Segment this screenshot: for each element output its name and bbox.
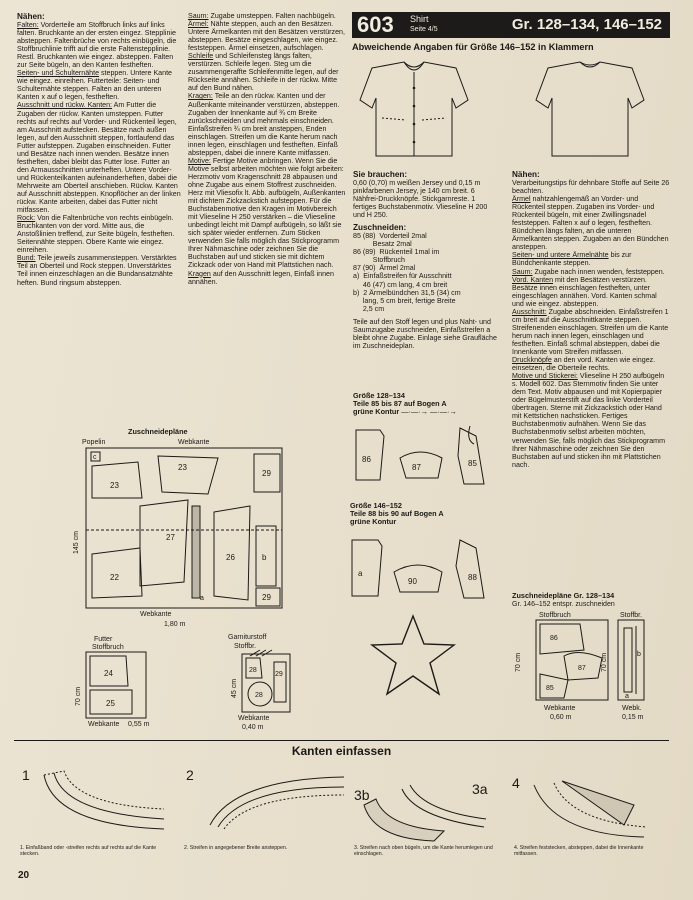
col2-paragraph-0: Saum: Zugabe umsteppen. Falten nachbügeln. <box>188 12 336 20</box>
garnitur-stoffbr: Stoffbr. <box>234 643 257 650</box>
piece-85: 85 <box>546 685 554 692</box>
col4-paragraph-1: Ärmel nahtzahlengemäß an Vorder- und Rückenteil steppen. Zugaben ins Vorder- und Rückenteil bügeln, mit einer Zwillingsnadel feststeppen. Falten x auf o legen, festheften. Bündchen längs falten, an die unteren Ärmelkanten steppen. Zugaben an den Bündchen ansteppen. <box>512 195 669 252</box>
piece-a: a <box>625 693 629 700</box>
piece-23b: 23 <box>110 481 119 490</box>
col4-paragraph-7: Motive und Stickerei: Vlieseline H 250 aufbügeln s. Modell 602. Das Sternmotiv finden Sie unter dem Text. Motiv abpausen und mit Kopierpapier oder Bügelmusterstift auf das linke Vorderteil übertragen. Sterne mit Zickzackstich oder Hand mit Kettstichen nachsticken. Fertiges Buchstabenmotiv aufnähen. Wenn Sie das Buchstabenmotiv selbst arbeiten möchten, verwenden Sie, falls möglich das Stickprogramm Ihrer Nähmaschine oder zeichnen Sie den Buchstaben auf und sticken ihn mit Plattstichen nach. <box>512 372 665 469</box>
col1-paragraph-0: Falten: Vorderteile am Stoffbruch links auf links falten. Bruchkante an der ersten eingez. Stepplinie absteppen. Faltenbrüche von rechts einbügeln, die Stoffbruchlinie trifft auf die erste Faltenstepplinie. Restl. Bruchkanten wie eingez. absteppen. Falten zur Seite bügeln, an den Kanten festheften. <box>17 21 177 70</box>
size-2-title: Größe 146–152 <box>350 501 402 510</box>
caption-4: 4. Streifen feststecken, absteppen, dabei die Innenkante mitfassen. <box>514 845 644 857</box>
garnitur-width: 0,40 m <box>242 724 264 731</box>
piece-86-label: 86 <box>362 455 371 464</box>
kanten-einfassen-section <box>14 740 669 861</box>
cut-item: a) Einfaßstreifen für Ausschnitt <box>353 272 452 281</box>
piece-22: 22 <box>110 573 119 582</box>
col4-lead-5: Ausschnitt: <box>512 307 547 316</box>
height-label-2: 70 cm <box>601 652 608 672</box>
col1-paragraph-4: Bund: Teile jeweils zusammensteppen. Verstärktes Teil an Oberteil und Rock steppen. Unverstärktes Teil innen einzeschlagen an die Bundansatznähte heften. Bund ringsum absteppen. <box>17 254 177 287</box>
col2-paragraph-2: Schleife und Schleifensteg längs falten, verstürzen. Schleife legen. Steg um die zusammengeraffte Schleifenmitte legen, auf der Rückseite annähen. Schleife in der rückw. Mitte auf den Bund nähen. <box>188 52 339 93</box>
cut-item: 46 (47) cm lang, 4 cm breit <box>353 280 448 289</box>
col2-lead-4: Motive: <box>188 156 211 165</box>
caption-2: 2. Streifen in angegebener Breite ansteppen. <box>184 845 288 851</box>
cutting-list <box>353 232 500 312</box>
piece-25: 25 <box>106 699 115 708</box>
cutting-plan-popelin <box>58 436 298 636</box>
col4-lead-6: Druckknöpfe <box>512 356 552 365</box>
model-kind: Shirt <box>410 14 429 24</box>
piece-85-label: 85 <box>468 459 477 468</box>
sewing-heading: Nähen: <box>17 12 45 21</box>
step-2-number: 2 <box>186 767 194 783</box>
star-motif <box>368 612 458 700</box>
piece-b: b <box>637 651 641 658</box>
size-1-sheet: Teile 85 bis 87 auf Bogen A <box>353 399 447 409</box>
piece-29c: 29 <box>275 671 283 678</box>
piece-29a: 29 <box>262 469 271 478</box>
caption-3: 3. Streifen nach oben bügeln, um die Kante herumlegen und einschlagen. <box>354 845 493 857</box>
col4-lead-1: Ärmel <box>512 195 531 204</box>
cut-item: lang, 5 cm breit, fertige Breite <box>353 296 456 305</box>
size-2-contour: grüne Kontur <box>350 517 397 527</box>
piece-28b: 28 <box>255 692 263 699</box>
model-pages: Seite 4/5 <box>410 26 438 33</box>
materials-heading: Sie brauchen: <box>353 170 408 179</box>
col2-paragraph-1: Ärmel: Nähte steppen, auch an den Besätzen. Untere Ärmelkanten mit den Besätzen verstürzen, absteppen. Besätze eingeschlagen, wie eingez. feststeppen. Ärmel einsetzen, aufschlagen. <box>188 20 345 53</box>
col4-paragraph-3: Saum: Zugabe nach innen wenden, feststeppen. <box>512 267 665 276</box>
cutting-plan-left-title: Zuschneidepläne <box>128 427 188 436</box>
piece-88-label: 88 <box>468 573 477 582</box>
size-2-sheet: Teile 88 bis 90 auf Bogen A <box>350 509 444 519</box>
cut-item: 85 (88) Vorderteil 2mal <box>353 232 427 241</box>
size-note: Abweichende Angaben für Größe 146–152 in Klammern <box>352 42 594 52</box>
col2-lead-0: Saum: <box>188 12 209 20</box>
piece-89-label: a <box>358 569 363 578</box>
cutting-plan-futter <box>72 634 172 734</box>
stoffbruch-label: Stoffbruch <box>539 612 571 619</box>
width-popelin: 1,80 m <box>164 621 186 628</box>
col2-paragraph-3: Kragen: Teile an den rückw. Kanten und der Außenkante miteinander verstürzen, absteppen. Zugaben der Innenkante auf ¾ cm Breite zurückschneiden und mehrmals einschneiden. Einfaßstreifen ¾ cm breit ansteppen, Enden einschlagen. Streifen um die Kante herum nach innen legen, einschlagen und festheften. Einfaß absteppen, dabei die innere Kante mitfassen. <box>188 92 340 157</box>
col4-lead-2: Seiten- und untere Ärmelnähte <box>512 251 609 260</box>
size-1-block <box>353 392 503 417</box>
piece-86: 86 <box>550 635 558 642</box>
col1-paragraph-2: Ausschnitt und rückw. Kanten: Am Futter die Zugaben der rückw. Kanten umsteppen. Futter rechts auf rechts auf Vorder- und Rückenteil legen, am Ausschnitt aufstecken. Besätze nach außen legen, auf den Ausschnitt steppen, fortlaufend das Futter aufsteppen. Zugaben einschneiden. Futter und Besätze nach innen wenden. Besätze innen festheften, dabei bleibt das Futter lose. Futter an den Armausschnitten unterheften. Untere Vorder- und Rückenteilkanten aufeinanderheften, dabei die Mehrweite am Oberteil anschieben. Rückw. Kanten auf Ausschnitt absteppen. Knopflöcher an der linken rückw. Kante arbeiten, dabei das Futter nicht mitfassen. <box>17 101 181 215</box>
cutting-plan-right-sub: Gr. 146–152 entspr. zuschneiden <box>512 601 615 608</box>
piece-87: 87 <box>578 665 586 672</box>
col1-lead-3: Rock: <box>17 214 36 223</box>
cutting-plan-garnitur <box>216 632 296 732</box>
col4-paragraph-6: Druckknöpfe an den vord. Kanten wie eingez. einsetzen, die Oberteile rechts. <box>512 356 656 373</box>
height-popelin: 145 cm <box>73 531 80 554</box>
col2-paragraph-5: Kragen auf den Ausschnitt legen, Einfaß innen annähen. <box>188 269 334 286</box>
cutting-heading: Zuschneiden: <box>353 223 407 233</box>
col4-paragraph-5: Ausschnitt: Zugabe abschneiden. Einfaßstreifen 1 cm breit auf die Ausschnittkante steppen. Streifenenden einschlagen. Streifen um die Kante herum nach innen legen, einschlagen und festheften. Einfaß schmal absteppen, dabei die Innenkante vom Streifen mitfassen. <box>512 307 669 356</box>
piece-23a: 23 <box>178 463 187 472</box>
size-1-contour: grüne Kontur —·—·→ —·—·→ <box>353 407 457 417</box>
col2-lead-1: Ärmel: <box>188 20 209 29</box>
piece-28: 28 <box>249 667 257 674</box>
col4-paragraph-4: Vord. Kanten mit den Besätzen verstürzen. Besätze innen einschlagen festheften, unter eingeschlagen annähen. Vord. Kanten schmal und wie eingez. absteppen. <box>512 275 657 308</box>
piece-b-left: b <box>262 553 267 562</box>
materials-column <box>353 170 500 350</box>
col1-paragraph-3: Rock: Von die Faltenbrüche von rechts einbügeln. Bruchkanten von der vord. Mitte aus, die Anstoßlinien treffend, zur Seite bügeln, festheften. Seitennähte steppen. Obere Kante wie eingez. einreihen. <box>17 214 175 255</box>
col1-lead-4: Bund: <box>17 254 36 263</box>
step-1-number: 1 <box>22 767 30 783</box>
piece-26: 26 <box>226 553 235 562</box>
sewing-instructions-column-1 <box>17 12 182 287</box>
sewing-heading-2: Nähen: <box>512 170 540 179</box>
futter-webkante: Webkante <box>88 721 120 728</box>
garnitur-label: Garniturstoff <box>228 634 267 641</box>
col1-lead-0: Falten: <box>17 21 39 29</box>
size-2-block <box>350 502 500 527</box>
piece-a-left: a <box>200 595 204 602</box>
col2-paragraph-4: Motive: Fertige Motive anbringen. Wenn Sie die Motive selbst arbeiten möchten wie folgt arbeiten: Herzmotiv vom Kragenschnitt 28 abpausen und ohne Zugabe aus einem Stoffrest zuschneiden. Herz mit Vliesofix lt. Abb. aufbügeln, Außenkanten mit dichtem Zickzackstich aufsteppen. Für die Buchstabenmotive den Kragen im Motivbereich mit Vlieseline H 250 verstärken – die Vlieseline unbedingt leicht mit Dampf aufbügeln, so läßt sie sich später wieder entfernen. Zum Sticken verwenden Sie falls möglich das Stickprogramm Ihrer Nähmaschine oder zeichnen Sie die Buchstaben auf und sticken sie mit dichtem Zickzack oder von Hand mit Plattstichen nach. <box>188 156 346 270</box>
cut-item: Besatz 2mal <box>353 240 412 249</box>
stoffbr-label: Stoffbr. <box>620 612 643 619</box>
caption-1: 1. Einfaßband oder -streifen rechts auf rechts auf die Kante stecken. <box>20 845 157 857</box>
piece-24: 24 <box>104 669 113 678</box>
webkante-bottom: Webkante <box>140 611 172 618</box>
futter-height: 70 cm <box>75 686 82 706</box>
piece-c: c <box>93 454 97 461</box>
garnitur-height: 45 cm <box>231 678 238 698</box>
col4-paragraph-0: Verarbeitungstips für dehnbare Stoffe auf Seite 26 beachten. <box>512 179 670 196</box>
col4-lead-4: Vord. Kanten <box>512 275 554 284</box>
col4-paragraph-2: Seiten- und untere Ärmelnähte bis zur Bündchenkante steppen. <box>512 251 632 268</box>
webkante-label: Webkante <box>544 705 576 712</box>
futter-label: Futter <box>94 636 113 643</box>
piece-87-label: 87 <box>412 463 421 472</box>
step-3a-number: 3a <box>472 781 488 797</box>
col2-lead-2: Schleife <box>188 52 214 61</box>
cut-item: b) 2 Ärmelbündchen 31,5 (34) cm <box>353 288 461 297</box>
section-title: Kanten einfassen <box>291 744 392 758</box>
pattern-pieces-size-1 <box>350 420 500 498</box>
cutting-plan-right <box>506 610 671 720</box>
col1-lead-1: Seiten- und Schulternähte <box>17 69 100 78</box>
webkante-top: Webkante <box>178 439 210 446</box>
step-3b-number: 3b <box>354 787 370 803</box>
cut-item: 86 (89) Rückenteil 1mal im <box>353 248 440 257</box>
col1-paragraph-1: Seiten- und Schulternähte steppen. Untere Kante wie eingez. einreihen. Futterteile: Seiten- und Schulternähte steppen. Falten an den unteren Kanten x auf o legen, festheften. <box>17 69 172 102</box>
cutting-plan-right-title: Zuschneidepläne Gr. 128–134 <box>512 591 615 600</box>
model-sizes: Gr. 128–134, 146–152 <box>511 16 662 33</box>
size-1-title: Größe 128–134 <box>353 391 405 400</box>
sewing-instructions-column-4 <box>512 170 670 469</box>
width-label-2: 0,15 m <box>622 714 644 720</box>
piece-27: 27 <box>166 533 175 542</box>
col4-lead-3: Saum: <box>512 267 533 276</box>
webk-label: Webk. <box>622 705 642 712</box>
model-header-bar <box>352 12 670 38</box>
step-illustrations <box>14 765 669 845</box>
pattern-pieces-size-2 <box>346 532 502 610</box>
futter-width: 0,55 m <box>128 721 150 728</box>
col1-lead-2: Ausschnitt und rückw. Kanten: <box>17 101 113 110</box>
garnitur-webkante: Webkante <box>238 715 270 722</box>
futter-stoffbruch: Stoffbruch <box>92 644 124 651</box>
cut-item: Stoffbruch <box>353 256 405 265</box>
height-label: 70 cm <box>515 652 522 672</box>
page-number: 20 <box>18 870 30 881</box>
fabric-label: Popelin <box>82 439 106 446</box>
materials-text: 0,60 (0,70) m weißen Jersey und 0,15 m pinkfarbenen Jersey, je 140 cm breit. 6 Nähfrei-Druckknöpfe. Stickgarnreste. 1 fertiges Buchstabenmotiv. Vlieseline H 200 und H 250. <box>353 179 488 220</box>
shirt-drawings <box>352 58 664 166</box>
piece-90-label: 90 <box>408 577 417 586</box>
step-4-number: 4 <box>512 775 520 791</box>
cutting-note: Teile auf den Stoff legen und plus Naht- und Saumzugabe zuschneiden, Einfaßstreifen a bleibt ohne Zugabe. Einlage siehe Graufläche im Zuschneideplan. <box>353 317 497 350</box>
piece-29b: 29 <box>262 593 271 602</box>
col2-lead-3: Kragen: <box>188 92 213 101</box>
cut-item: 2,5 cm <box>353 304 385 313</box>
sewing-instructions-column-2 <box>188 12 346 286</box>
width-label: 0,60 m <box>550 714 572 720</box>
cut-item: 87 (90) Ärmel 2mal <box>353 264 416 273</box>
col4-lead-7: Motive und Stickerei: <box>512 372 578 381</box>
col2-lead-5: Kragen <box>188 269 211 278</box>
model-number: 603 <box>357 12 394 37</box>
